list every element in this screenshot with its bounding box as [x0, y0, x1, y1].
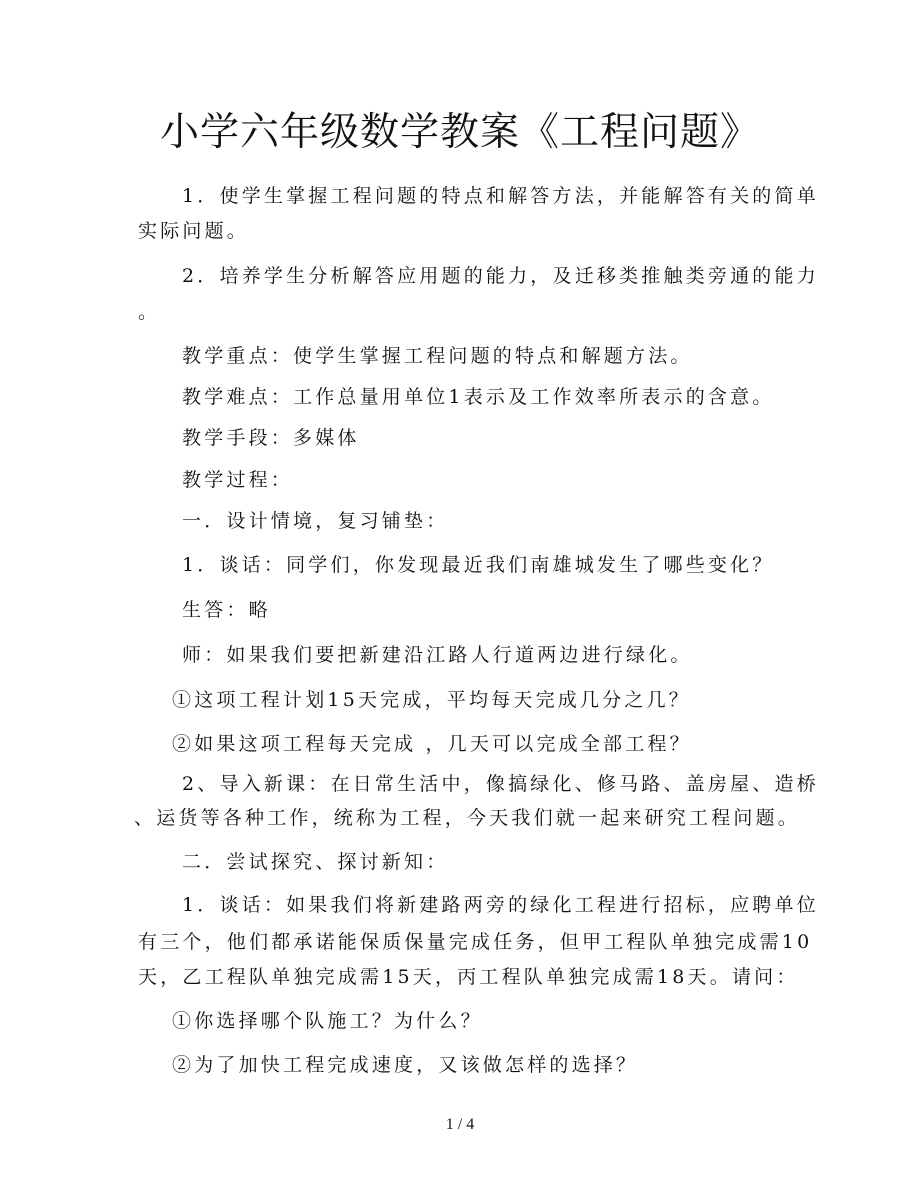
paragraph-line: 1．使学生掌握工程问题的特点和解答方法，并能解答有关的简单 [182, 185, 819, 207]
paragraph-line: ①你选择哪个队施工？为什么？ [172, 1010, 483, 1032]
paragraph-line: 教学手段：多媒体 [182, 427, 360, 449]
page-number: 1 / 4 [445, 1116, 475, 1133]
section-heading: 一．设计情境，复习铺垫： [182, 510, 449, 532]
paragraph-line: 实际问题。 [138, 220, 250, 242]
document-title: 小学六年级数学教案《工程问题》 [159, 110, 760, 155]
paragraph-line: 1．谈话：同学们，你发现最近我们南雄城发生了哪些变化？ [182, 554, 775, 576]
paragraph-line: 教学难点：工作总量用单位1表示及工作效率所表示的含意。 [182, 386, 775, 408]
paragraph-line: 1．谈话：如果我们将新建路两旁的绿化工程进行招标，应聘单位 [182, 894, 819, 916]
paragraph-line: ①这项工程计划15天完成，平均每天完成几分之几？ [172, 689, 691, 711]
paragraph-line: 有三个，他们都承诺能保质保量完成任务，但甲工程队单独完成需10 [138, 931, 813, 953]
paragraph-line: 天，乙工程队单独完成需15天，丙工程队单独完成需18天。请问： [138, 966, 799, 988]
paragraph-line: ②为了加快工程完成速度，又该做怎样的选择？ [172, 1054, 639, 1076]
paragraph-line: 、运货等各种工作，统称为工程，今天我们就一起来研究工程问题。 [134, 807, 801, 829]
paragraph-line: 2．培养学生分析解答应用题的能力，及迁移类推触类旁通的能力 [182, 265, 819, 287]
paragraph-line: 。 [138, 301, 161, 323]
paragraph-line: 师：如果我们要把新建沿江路人行道两边进行绿化。 [182, 644, 693, 666]
paragraph-line: 教学过程： [182, 469, 294, 491]
section-heading: 二．尝试探究、探讨新知： [182, 851, 449, 873]
paragraph-line: 教学重点：使学生掌握工程问题的特点和解题方法。 [182, 345, 693, 367]
paragraph-line: 生答：略 [182, 599, 271, 621]
paragraph-line: 2、导入新课：在日常生活中，像搞绿化、修马路、盖房屋、造桥 [182, 773, 819, 795]
paragraph-line: ②如果这项工程每天完成 ，几天可以完成全部工程？ [172, 733, 692, 755]
